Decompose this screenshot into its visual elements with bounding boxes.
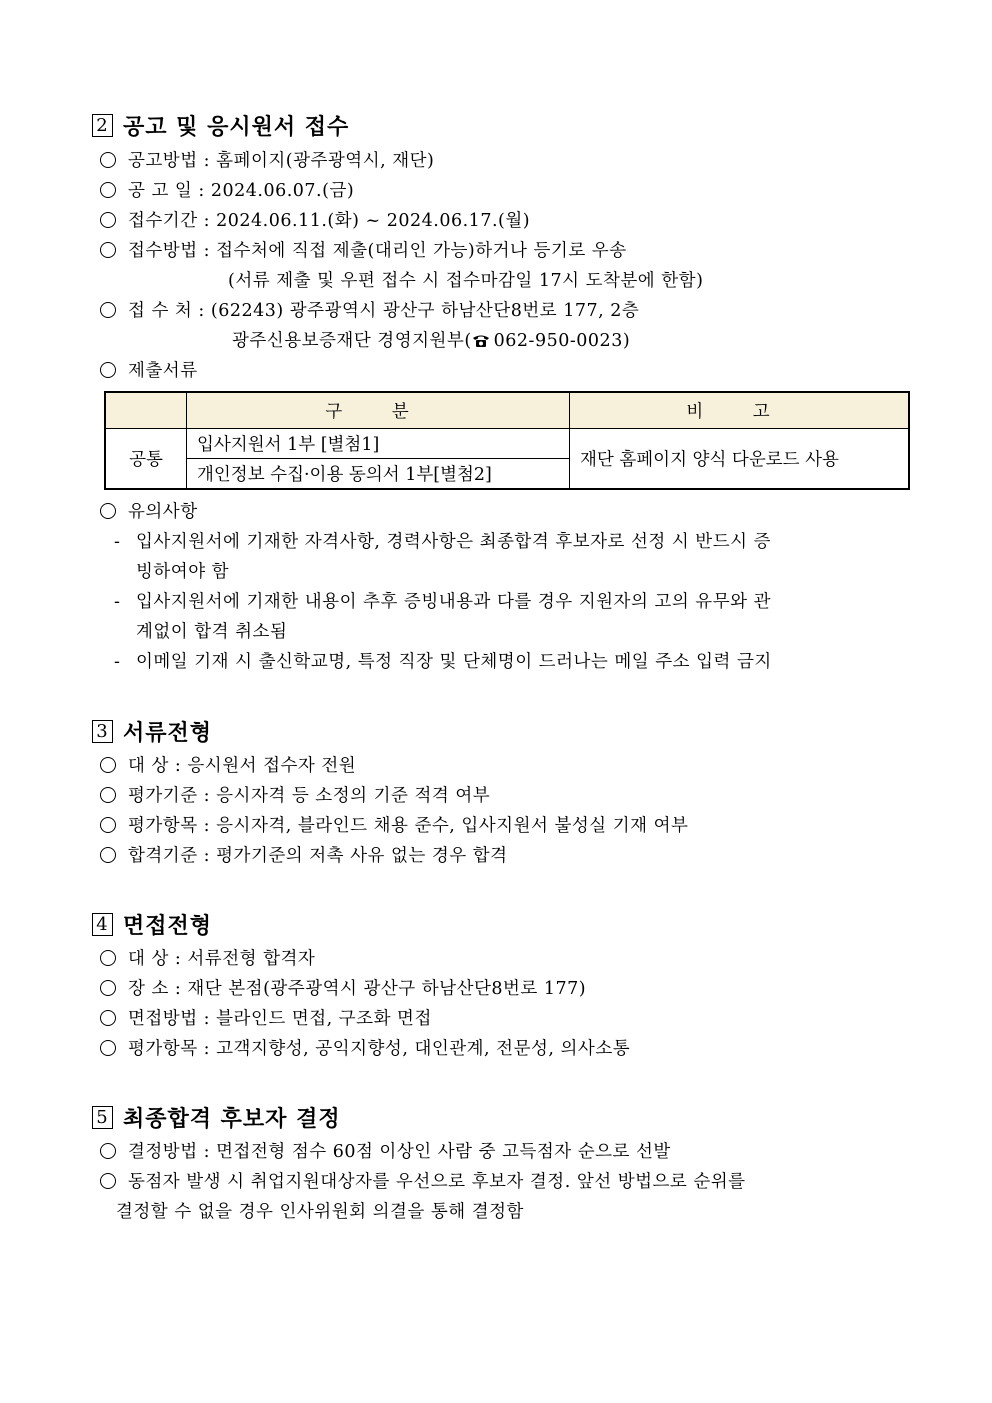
item-text: 접수기간 : 2024.06.11.(화) ~ 2024.06.17.(월) <box>128 211 531 231</box>
list-item <box>100 1035 630 1060</box>
list-item <box>100 237 627 262</box>
item-text: 평가항목 : 응시자격, 블라인드 채용 준수, 입사지원서 불성실 기재 여부 <box>128 816 689 836</box>
list-item <box>100 297 639 322</box>
item-text: 합격기준 : 평가기준의 저촉 사유 없는 경우 합격 <box>128 846 508 866</box>
item-text: 평가항목 : 고객지향성, 공익지향성, 대인관계, 전문성, 의사소통 <box>128 1039 631 1059</box>
caution-cont: 계없이 합격 취소됨 <box>136 622 288 642</box>
circle-bullet-icon <box>100 302 116 318</box>
documents-table <box>104 391 910 490</box>
caution-cont: 빙하여야 함 <box>136 562 230 582</box>
table-header-row <box>105 392 909 429</box>
circle-bullet-icon <box>100 757 116 773</box>
table-corner-cell <box>105 392 187 429</box>
circle-bullet-icon <box>100 362 116 378</box>
dash-bullet-icon <box>114 532 126 552</box>
section-3-title <box>92 716 212 747</box>
list-item <box>100 1138 671 1163</box>
item-text: 결정방법 : 면접전형 점수 60점 이상인 사람 중 고득점자 순으로 선발 <box>128 1142 671 1162</box>
section-number: 4 <box>92 913 113 936</box>
circle-bullet-icon <box>100 242 116 258</box>
list-item <box>100 752 356 777</box>
place-contact <box>232 327 630 353</box>
item-text: 대 상 : 응시원서 접수자 전원 <box>128 756 357 776</box>
circle-bullet-icon <box>100 212 116 228</box>
item-text: 공 고 일 : 2024.06.07.(금) <box>128 181 355 201</box>
phone-number: 062-950-0023) <box>493 331 631 351</box>
circle-bullet-icon <box>100 1143 116 1159</box>
list-item <box>100 177 354 202</box>
caution-text: 입사지원서에 기재한 내용이 추후 증빙내용과 다를 경우 지원자의 고의 유무와 관 <box>136 592 771 612</box>
table-cell-doc: 입사지원서 1부 [별첨1] <box>187 429 570 459</box>
caution-item <box>114 588 771 613</box>
list-item <box>100 147 434 172</box>
list-item <box>100 498 198 523</box>
caution-item <box>114 528 771 553</box>
circle-bullet-icon <box>100 817 116 833</box>
table-header-note: 비 고 <box>570 392 910 429</box>
circle-bullet-icon <box>100 980 116 996</box>
section-number: 2 <box>92 114 113 137</box>
caution-item <box>114 648 772 673</box>
circle-bullet-icon <box>100 847 116 863</box>
circle-bullet-icon <box>100 787 116 803</box>
table-row-head: 공통 <box>105 429 187 490</box>
item-continuation: 결정할 수 없을 경우 인사위원회 의결을 통해 결정함 <box>116 1202 524 1222</box>
table-header-div: 구 분 <box>187 392 570 429</box>
item-text: 동점자 발생 시 취업지원대상자를 우선으로 후보자 결정. 앞선 방법으로 순위를 <box>128 1172 746 1192</box>
dash-bullet-icon <box>114 652 126 672</box>
item-text: 면접방법 : 블라인드 면접, 구조화 면접 <box>128 1009 432 1029</box>
table-cell-doc: 개인정보 수집·이용 동의서 1부[별첨2] <box>187 459 570 490</box>
item-text: 장 소 : 재단 본점(광주광역시 광산구 하남산단8번로 177) <box>128 979 587 999</box>
caution-text: 입사지원서에 기재한 자격사항, 경력사항은 최종합격 후보자로 선정 시 반드시 증 <box>136 532 771 552</box>
list-item <box>100 975 586 1000</box>
section-heading: 공고 및 응시원서 접수 <box>123 114 350 140</box>
phone-icon <box>472 333 490 353</box>
list-item <box>100 842 508 867</box>
item-text: 공고방법 : 홈페이지(광주광역시, 재단) <box>128 151 435 171</box>
caution-text: 이메일 기재 시 출신학교명, 특정 직장 및 단체명이 드러나는 메일 주소 입력 금지 <box>136 652 772 672</box>
list-item <box>100 945 315 970</box>
contact-text: 광주신용보증재단 경영지원부( <box>232 331 472 351</box>
circle-bullet-icon <box>100 1010 116 1026</box>
list-item <box>100 782 490 807</box>
table-row <box>105 429 909 459</box>
item-text: 대 상 : 서류전형 합격자 <box>128 949 316 969</box>
circle-bullet-icon <box>100 950 116 966</box>
circle-bullet-icon <box>100 1173 116 1189</box>
section-5-title <box>92 1102 341 1133</box>
item-text: 평가기준 : 응시자격 등 소정의 기준 적격 여부 <box>128 786 491 806</box>
circle-bullet-icon <box>100 152 116 168</box>
item-text: 접 수 처 : (62243) 광주광역시 광산구 하남산단8번로 177, 2층 <box>128 301 640 321</box>
item-text: 유의사항 <box>128 502 198 522</box>
list-item <box>100 357 198 382</box>
list-item <box>100 812 688 837</box>
list-item <box>100 207 530 232</box>
section-number: 5 <box>92 1106 113 1129</box>
section-number: 3 <box>92 720 113 743</box>
section-heading: 면접전형 <box>123 913 213 939</box>
item-text: 제출서류 <box>128 361 198 381</box>
section-4-title <box>92 909 212 940</box>
section-heading: 최종합격 후보자 결정 <box>123 1106 341 1132</box>
circle-bullet-icon <box>100 182 116 198</box>
item-text: 접수방법 : 접수처에 직접 제출(대리인 가능)하거나 등기로 우송 <box>128 241 627 261</box>
list-item <box>100 1005 432 1030</box>
dash-bullet-icon <box>114 592 126 612</box>
circle-bullet-icon <box>100 503 116 519</box>
list-item <box>100 1168 746 1193</box>
section-heading: 서류전형 <box>123 720 213 746</box>
circle-bullet-icon <box>100 1040 116 1056</box>
table-cell-note: 재단 홈페이지 양식 다운로드 사용 <box>570 429 910 490</box>
method-note: (서류 제출 및 우편 접수 시 접수마감일 17시 도착분에 한함) <box>228 271 704 291</box>
section-2-title <box>92 110 349 141</box>
